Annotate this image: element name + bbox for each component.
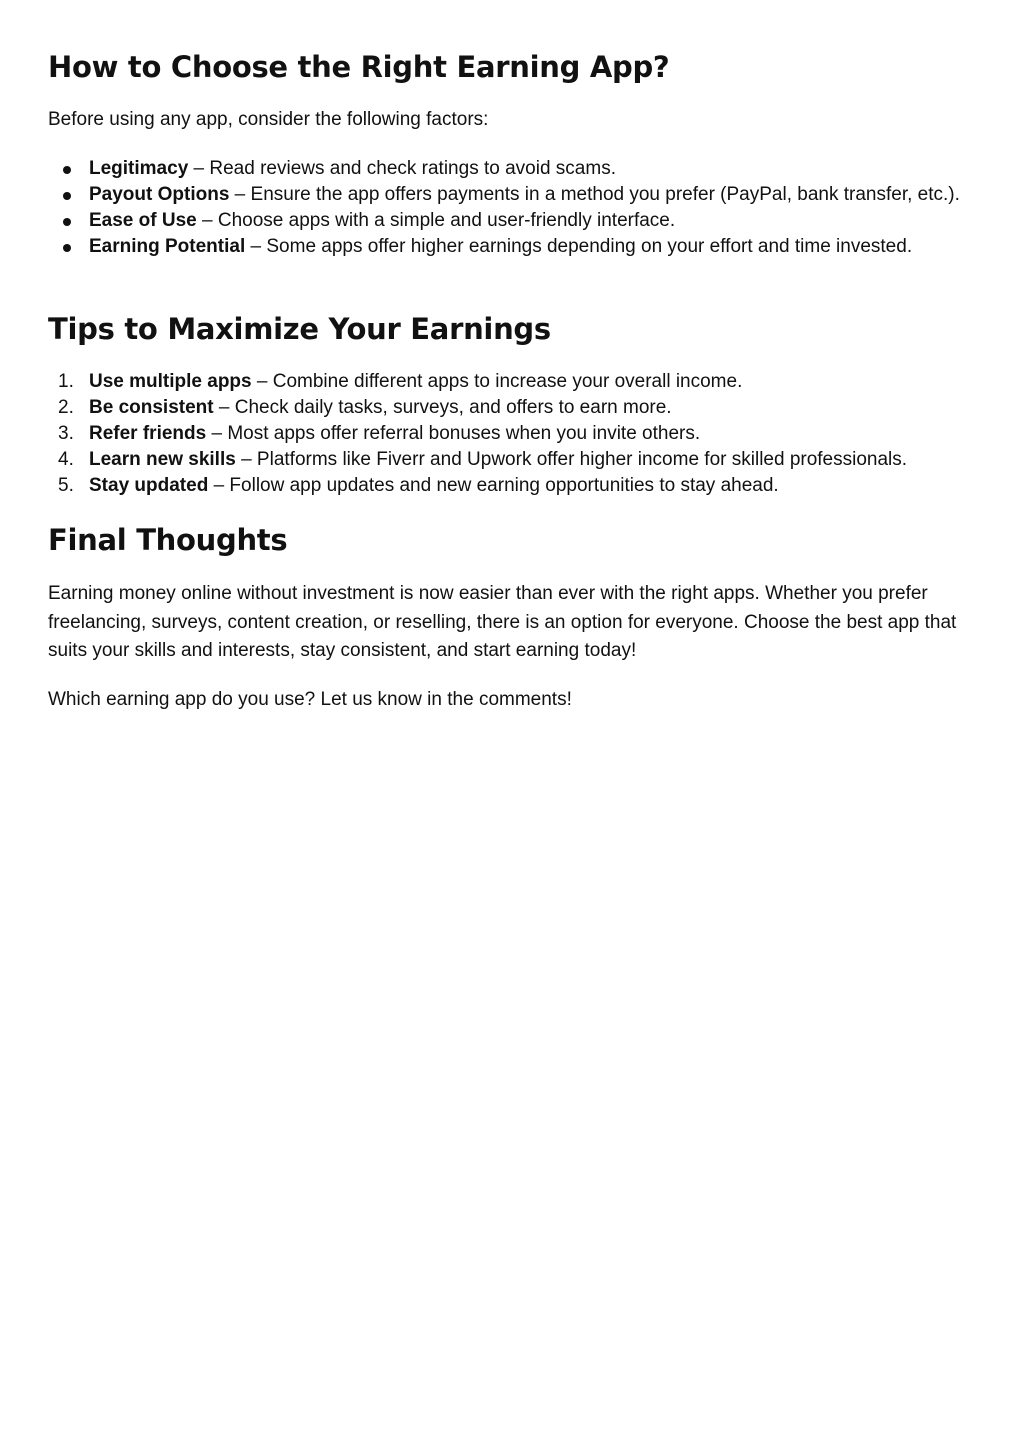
list-item	[48, 395, 988, 421]
intro-paragraph: Before using any app, consider the following factors:	[48, 109, 489, 130]
factor-term: Earning Potential	[89, 236, 246, 257]
final-thoughts-paragraph: Earning money online without investment is now easier than ever with the right apps. Whether you prefer freelancing, surveys, content creation, or reselling, there is an option for everyone. Choose the best app that suits your skills and interests, stay consistent, and start earning today!	[48, 583, 957, 661]
tip-term: Refer friends	[89, 423, 207, 444]
tip-description: – Most apps offer referral bonuses when you invite others.	[206, 423, 701, 444]
bullet-icon	[63, 166, 71, 174]
bullet-icon	[63, 192, 71, 200]
tip-term: Be consistent	[89, 397, 214, 418]
section-heading-choose-app: How to Choose the Right Earning App?	[48, 50, 670, 84]
bullet-icon	[63, 218, 71, 226]
factor-term: Legitimacy	[89, 158, 189, 179]
factors-list	[48, 156, 978, 260]
factor-term: Payout Options	[89, 184, 230, 205]
tip-description: – Follow app updates and new earning opportunities to stay ahead.	[208, 475, 779, 496]
list-number: 5.	[58, 475, 74, 496]
list-item	[48, 234, 978, 260]
section-heading-tips: Tips to Maximize Your Earnings	[48, 312, 551, 346]
tip-description: – Combine different apps to increase your overall income.	[251, 371, 743, 392]
list-item	[48, 473, 988, 499]
factor-description: – Ensure the app offers payments in a method you prefer (PayPal, bank transfer, etc.).	[229, 184, 960, 205]
factor-term: Ease of Use	[89, 210, 197, 231]
factor-description: – Some apps offer higher earnings depending on your effort and time invested.	[245, 236, 913, 257]
closing-question: Which earning app do you use? Let us know in the comments!	[48, 689, 572, 710]
list-item	[48, 421, 988, 447]
tip-term: Use multiple apps	[89, 371, 252, 392]
list-item	[48, 369, 988, 395]
tips-list	[48, 369, 988, 499]
list-item	[48, 182, 978, 208]
list-number: 1.	[58, 371, 74, 392]
tip-term: Learn new skills	[89, 449, 236, 470]
section-heading-final-thoughts: Final Thoughts	[48, 523, 288, 557]
list-number: 4.	[58, 449, 74, 470]
factor-description: – Choose apps with a simple and user-friendly interface.	[196, 210, 676, 231]
tip-term: Stay updated	[89, 475, 209, 496]
list-number: 2.	[58, 397, 74, 418]
list-number: 3.	[58, 423, 74, 444]
list-item	[48, 156, 978, 182]
tip-description: – Platforms like Fiverr and Upwork offer higher income for skilled professionals.	[235, 449, 908, 470]
list-item	[48, 447, 988, 473]
bullet-icon	[63, 244, 71, 252]
factor-description: – Read reviews and check ratings to avoid scams.	[188, 158, 616, 179]
tip-description: – Check daily tasks, surveys, and offers to earn more.	[213, 397, 672, 418]
list-item	[48, 208, 978, 234]
